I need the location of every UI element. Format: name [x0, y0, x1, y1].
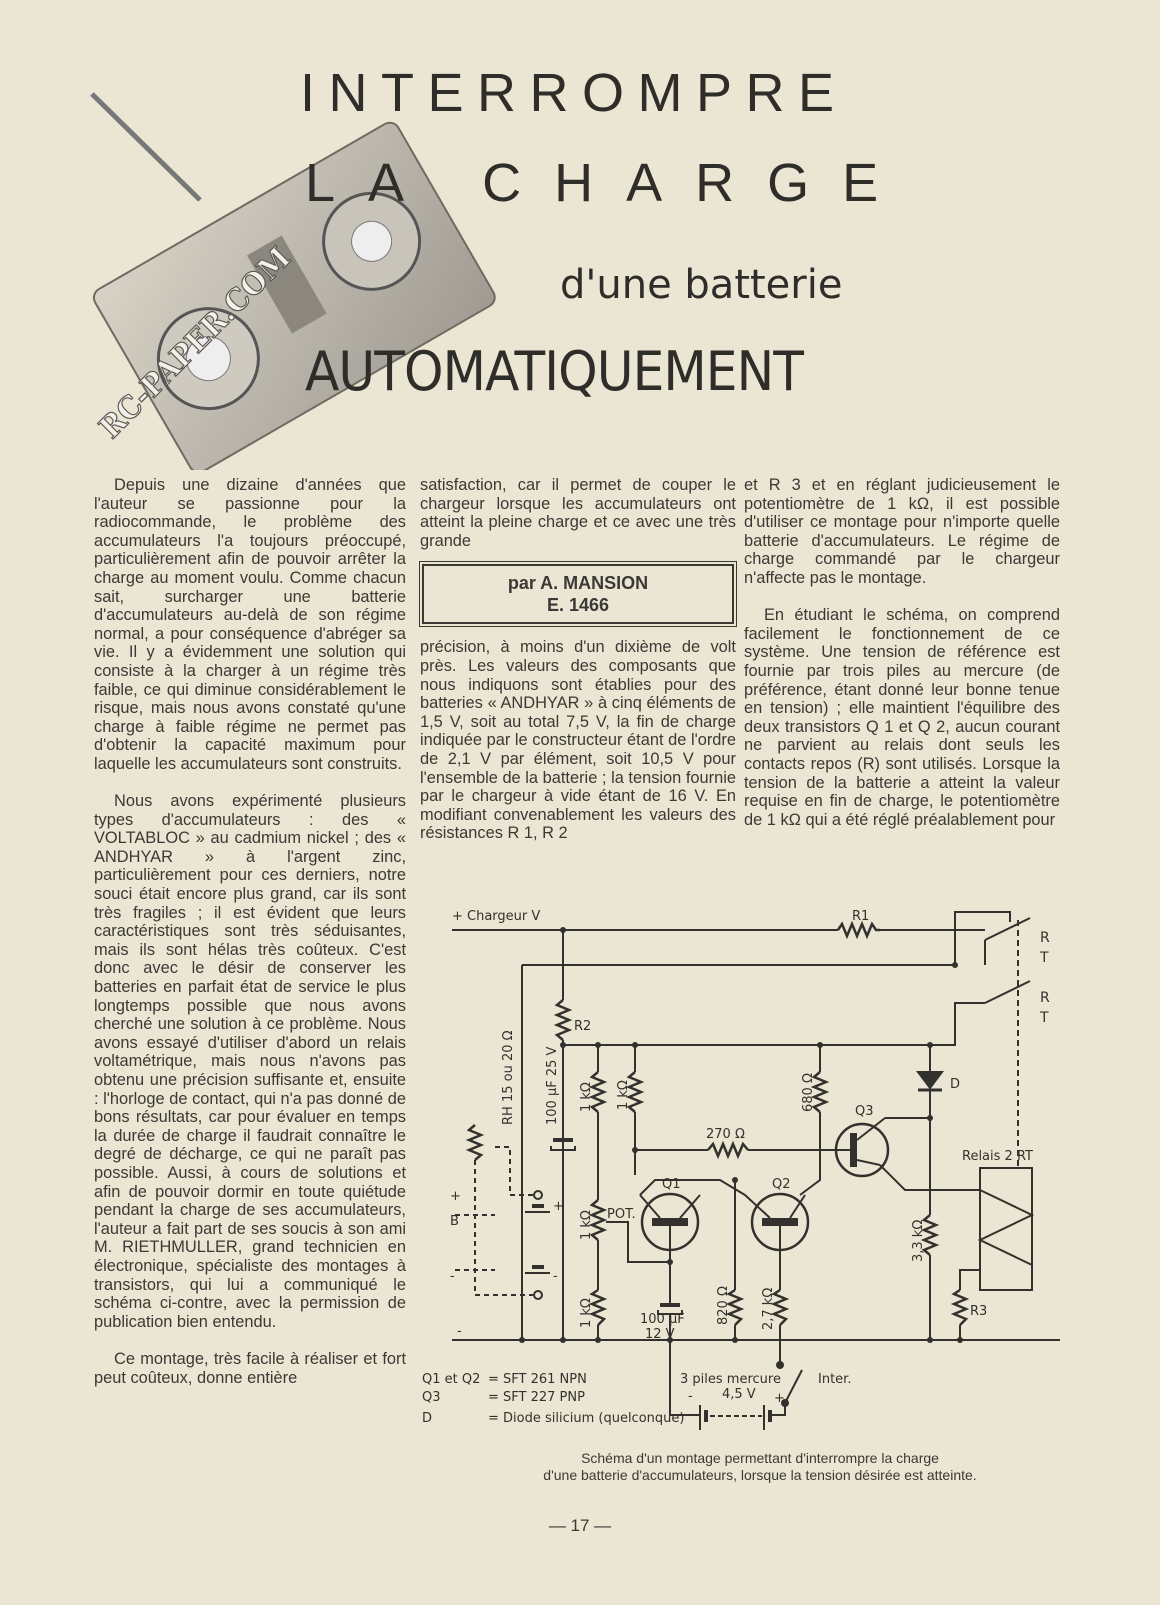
label-r3: R3: [970, 1304, 988, 1319]
resistor-r3: [954, 1290, 966, 1325]
contact-t-label: T: [1040, 1010, 1049, 1026]
paragraph: précision, à moins d'un dixième de volt près. Les valeurs des composants que nous indiquons sont établies pour des batteries « ANDHYAR » à cinq éléments de 1,5 V, soit au total 7,5 V, la fin de charge indiquée par le constructeur étant de l'ordre de 2,1 V par élément, soit 10,5 V pour l'ensemble de la batterie ; la tension fournie par le chargeur à vide étant de 16 V. En modifiant convenablement les valeurs des résistances R 1, R 2: [420, 638, 736, 843]
paragraph: Ce montage, très facile à réaliser et fort peut coûteux, donne entière: [94, 1349, 406, 1387]
plus-sign: +: [553, 1199, 564, 1214]
legend-key: D: [422, 1411, 433, 1426]
label-battery-b: B: [450, 1214, 459, 1229]
diode: [918, 1072, 942, 1090]
resistors: [469, 924, 966, 1325]
paragraph: Nous avons expérimenté plusieurs types d'accumulateurs : des « VOLTABLOC » au cadmium nickel ; des « ANDHYAR » à l'argent zinc, particulièrement pour ces derniers, notre souci était encore plus grand, car ils sont très fragiles ; il est évident que leurs caractéristiques sont très séduisantes, mais ils sont hélas très coûteux. C'est donc avec le désir de conserver les batteries en parfait état de service le plus longtemps possible que nous avons cherché une solution à ce problème. Nous avons essayé d'utiliser d'abord un relais voltamétrique, mais nous n'avons pas obtenu une précision suffisante et, ensuite : l'horloge de contact, qui n'a pas donné de bons résultats, car pour évaluer en temps la durée de charge il faudrait connaître le degré de décharge, ce qui ne paraît pas possible. Aussi, à cours de solutions et afin de pouvoir dormir en toute quiétude pendant la charge de ses accumulateurs, l'auteur a fait part de ses soucis à son ami M. RIETHMULLER, grand technicien en électronique, spécialiste des montages à transistors, qui lui a communiqué le schéma ci-contre, avec la permission de publication bien entendu.: [94, 792, 406, 1331]
reference-battery: [525, 1191, 550, 1299]
contact-t-label: T: [1040, 950, 1049, 966]
caption-line-1: Schéma d'un montage permettant d'interrompre la charge: [581, 1450, 939, 1466]
label-1k-c: 1 kΩ: [579, 1298, 594, 1328]
label-1k-b: 1 kΩ: [616, 1080, 631, 1110]
watermark: RC-PAPER.COM: [92, 230, 308, 446]
title-line-4: AUTOMATIQUEMENT: [305, 340, 803, 403]
label-inter: Inter.: [818, 1372, 852, 1387]
paragraph: En étudiant le schéma, on comprend facilement le fonctionnement de ce système. Une tension de référence est fournie par trois piles au mercure (de préférence, étant donné leur bonne tenue en tension) ; elle maintient l'équilibre des deux transistors Q 1 et Q 2, aucun courant ne parvient au relais dont seuls les contacts repos (R) sont utilisés. Lorsque la tension de la batterie a atteint la valeur requise en fin de charge, le potentiomètre de 1 kΩ qui a été réglé préalablement pour: [744, 606, 1060, 829]
minus-sign: -: [688, 1389, 693, 1404]
label-charger: + Chargeur V: [452, 909, 541, 924]
label-c1: 100 µF 25 V: [545, 1046, 560, 1125]
legend-value: = SFT 227 PNP: [488, 1390, 585, 1405]
legend-key: Q3: [422, 1390, 441, 1405]
label-rh: RH 15 ou 20 Ω: [501, 1030, 516, 1125]
paragraph: et R 3 et en réglant judicieusement le potentiomètre de 1 kΩ, il est possible d'utiliser ce montage pour n'importe quelle batterie d'accumulateurs. Le régime de charge commandé par le chargeur n'affecte pas le montage.: [744, 476, 1060, 587]
contact-r-label: R: [1040, 990, 1050, 1006]
title-line-2: LA CHARGE: [305, 153, 912, 213]
paragraph: satisfaction, car il permet de couper le chargeur lorsque les accumulateurs ont atteint la pleine charge et ce avec une très grande: [420, 476, 736, 550]
label-r2: R2: [574, 1019, 592, 1034]
figure-caption: [420, 1450, 1100, 1484]
minus-sign: -: [457, 1324, 462, 1339]
relay-contact-2: [985, 981, 1030, 1003]
label-d: D: [950, 1077, 961, 1092]
legend-key: Q1 et Q2: [422, 1372, 481, 1387]
resistor-r1: [838, 924, 880, 936]
relay-contact-1: [985, 918, 1030, 940]
label-q3: Q3: [855, 1104, 874, 1119]
label-270: 270 Ω: [706, 1127, 745, 1142]
minus-sign: -: [553, 1269, 558, 1284]
transistor-q2: [745, 1194, 808, 1250]
label-c2-b: 12 V: [645, 1327, 675, 1342]
label-pot-value: 1 kΩ: [579, 1210, 594, 1240]
title-line-3: d'une batterie: [560, 262, 843, 308]
page-number: — 17 —: [548, 1516, 612, 1535]
label-pot: POT.: [607, 1207, 636, 1222]
label-3-3k: 3,3 kΩ: [911, 1219, 926, 1262]
contact-r-label: R: [1040, 930, 1050, 946]
legend-value: = SFT 261 NPN: [488, 1372, 587, 1387]
resistor-r2: [557, 1000, 569, 1040]
paragraph: Depuis une dizaine d'années que l'auteur se passionne pour la radiocommande, le problème des accumulateurs l'a toujours préoccupé, particulièrement afin de pouvoir arrêter la charge au moment voulu. Comme chacun sait, surcharger une batterie d'accumulateurs au-delà de son régime normal, a pour conséquence d'abréger sa vie. Il y a évidemment une solution qui consiste à la charger à un régime très faible, ce qui diminue considérablement le risque, mais nous avons constaté qu'une charge à faible régime ne permet pas d'obtenir la capacité maximum pour laquelle les accumulateurs sont construits.: [94, 476, 406, 773]
label-piles: 3 piles mercure: [680, 1372, 781, 1387]
title-line-1: INTERROMPRE: [300, 63, 848, 123]
label-relay: Relais 2 RT: [962, 1149, 1033, 1164]
label-1k-a: 1 kΩ: [579, 1082, 594, 1112]
label-820: 820 Ω: [716, 1286, 731, 1325]
label-680: 680 Ω: [801, 1073, 816, 1112]
rheostat: [469, 1125, 481, 1160]
legend-value: = Diode silicium (quelconque): [488, 1411, 685, 1426]
plus-sign: +: [450, 1189, 461, 1204]
label-2-7k: 2,7 kΩ: [761, 1287, 776, 1330]
label-r1: R1: [852, 909, 870, 924]
byline-author: par A. MANSION: [507, 573, 649, 594]
resistor-270: [708, 1144, 748, 1156]
plus-sign: +: [774, 1391, 785, 1406]
inter-switch: [785, 1370, 802, 1403]
label-q2: Q2: [772, 1177, 791, 1192]
transistor-q1: [640, 1194, 700, 1250]
minus-sign: -: [450, 1269, 455, 1284]
label-c2-a: 100 µF: [640, 1312, 685, 1327]
label-q1: Q1: [662, 1177, 681, 1192]
byline-code: E. 1466: [546, 595, 610, 616]
caption-line-2: d'une batterie d'accumulateurs, lorsque la tension désirée est atteinte.: [543, 1467, 977, 1483]
transistor-q3: [835, 1118, 888, 1176]
relay: [955, 918, 1050, 1290]
label-piles-voltage: 4,5 V: [722, 1387, 756, 1402]
